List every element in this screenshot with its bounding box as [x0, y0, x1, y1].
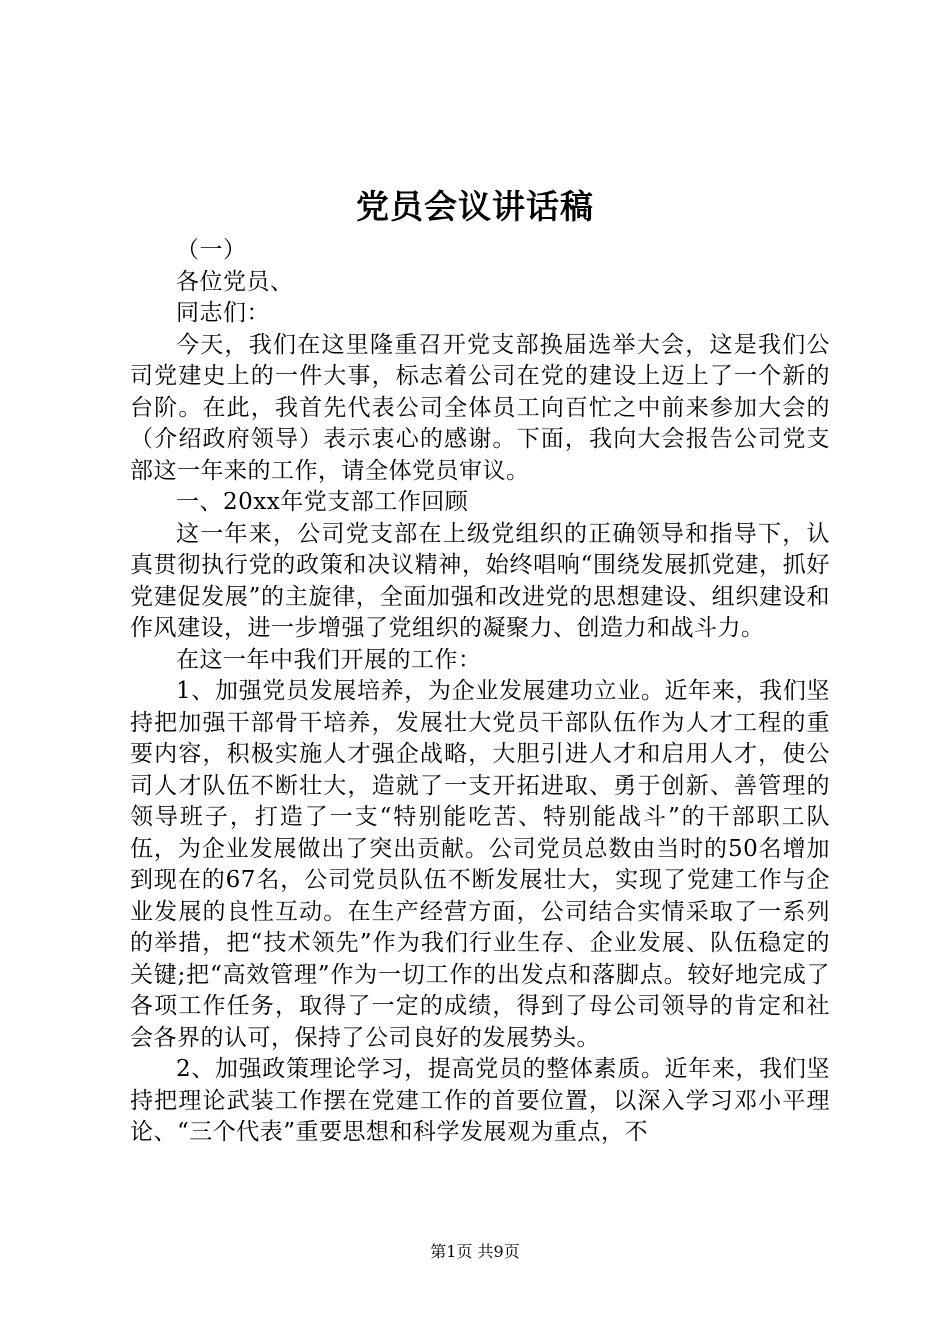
work-item-2: 2、加强政策理论学习，提高党员的整体素质。近年来，我们坚持把理论武装工作摆在党建工作的首要位置，以深入学习邓小平理论、“三个代表”重要思想和科学发展观为重点，不 — [130, 1056, 830, 1145]
review-paragraph: 这一年来，公司党支部在上级党组织的正确领导和指导下，认真贯彻执行党的政策和决议精神，始终唱响“围绕发展抓党建，抓好党建促发展”的主旋律，全面加强和改进党的思想建设、组织建设和作风建设，进一步增强了党组织的凝聚力、创造力和战斗力。 — [130, 520, 830, 641]
work-intro: 在这一年中我们开展的工作： — [176, 646, 482, 673]
document-body — [130, 204, 830, 1149]
document-title: 党员会议讲话稿 — [356, 187, 594, 226]
section-marker: （一） — [176, 237, 247, 263]
opening-paragraph: 今天，我们在这里隆重召开党支部换届选举大会，这是我们公司党建史上的一件大事，标志着公司在党的建设上迈上了一个新的台阶。在此，我首先代表公司全体员工向百忙之中前来参加大会的（介绍政府领导）表示衷心的感谢。下面，我向大会报告公司党支部这一年来的工作，请全体党员审议。 — [130, 331, 830, 484]
salutation-line-2: 同志们： — [176, 300, 270, 326]
section-heading: 一、20xx年党支部工作回顾 — [176, 489, 469, 515]
salutation-line-1: 各位党员、 — [176, 268, 294, 295]
work-item-1: 1、加强党员发展培养，为企业发展建功立业。近年来，我们坚持把加强干部骨干培养，发展壮大党员干部队伍作为人才工程的重要内容，积极实施人才强企战略，大胆引进人才和启用人才，使公司人才队伍不断壮大，造就了一支开拓进取、勇于创新、善管理的领导班子，打造了一支“特别能吃苦、特别能战斗”的干部职工队伍，为企业发展做出了突出贡献。公司党员总数由当时的50名增加到现在的67名，公司党员队伍不断发展壮大，实现了党建工作与企业发展的良性互动。在生产经营方面，公司结合实情采取了一系列的举措，把“技术领先”作为我们行业生存、企业发展、队伍稳定的关键;把“高效管理”作为一切工作的出发点和落脚点。较好地完成了各项工作任务，取得了一定的成绩，得到了母公司领导的肯定和社会各界的认可，保持了公司良好的发展势头。 — [130, 678, 830, 1051]
page-number-footer: 第1页 共9页 — [430, 1242, 520, 1261]
